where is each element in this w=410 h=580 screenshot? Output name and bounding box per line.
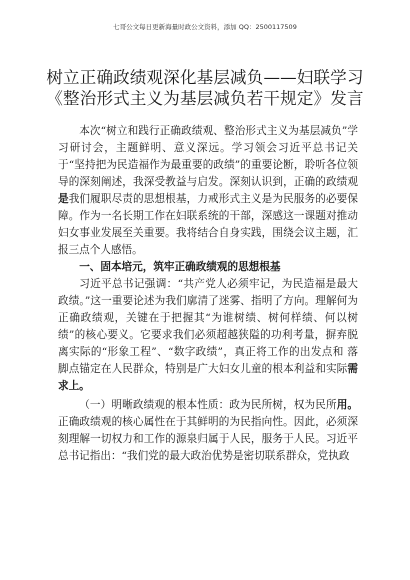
subsection-1-heading: （一）明晰政绩观的根本性质：政为民所树，权为民所 [79,399,337,411]
intro-text-2: 我们履职尽责的思想根基，力戒形式主义是为民服务的必要保障。作为一名长期工作在妇联系统的干部，深感这一课题对推动妇女事业发展至关重要。我将结合自身实践，围绕会议主题，汇报三点个人感悟。 [58,193,358,256]
subsection-1-heading-bold: 用。 [336,399,359,411]
section-heading-1: 一、固本培元，筑牢正确政绩观的思想根基 [79,261,281,273]
document-title-line-2: 《整治形式主义为基层减负若干规定》发言 [46,89,364,108]
intro-paragraph [58,123,358,259]
header-note: 七哥公文每日更新海量时政公文资料，添加 QQ：2500117509 [113,23,297,31]
intro-text-1: 本次“树立和践行正确政绩观、整治形式主义为基层减负”学习研讨会，主题鲜明、意义深远。学习领会习近平总书记关于“坚持把为民造福作为最重要的政绩”的重要论断，聆听各位领 导的深刻阐述，我深受教益与启发。深刻认识到，正确的政绩观 [58,125,358,188]
section-1-text: 习近平总书记强调：“共产党人必须牢记，为民造福是最大政绩。”这一重要论述为我们廓清了迷雾、指明了方向。理解何为正确政绩观，关键在于把握其“为谁树绩、树何样绩、何以树绩”的核心要义。它要求我们必须超越狭隘的功利考量，摒弃脱离实际的“形象工程”、“数字政绩”，真正将工作的出发点和 落脚点锚定在人民群众，特别是广大妇女儿童的根本利益和实际 [58,278,358,375]
intro-text-bold: 是 [58,193,69,205]
subsection-1-paragraph [58,397,358,465]
document-body [58,123,358,465]
section-1-text-bold: 需求上。 [58,363,358,392]
document-title-line-1: 树立正确政绩观深化基层减负——妇联学习 [46,68,364,87]
subsection-1-text: 正确政绩观的核心属性在于其鲜明的为民指向性。因此，必须深刻理解一切权力和工作的源泉归属于人民，服务于人民。习近平总书记指出：“我们党的最大政治优势是密切联系群众，党执政 [58,416,358,462]
section-1-paragraph [58,276,358,395]
